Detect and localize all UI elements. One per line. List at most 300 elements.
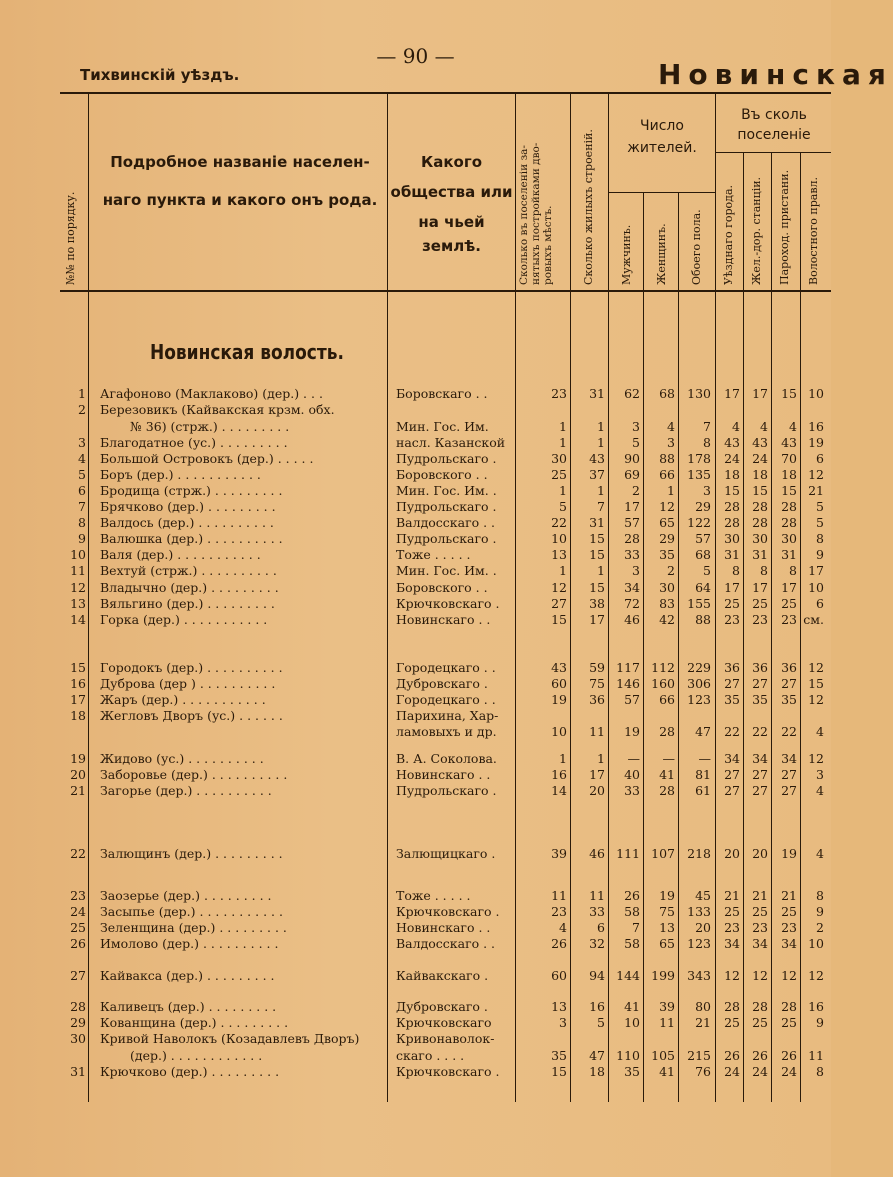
cell-value: 34 bbox=[624, 580, 640, 595]
cell-value: 25 bbox=[752, 1015, 768, 1030]
cell-value: 25 bbox=[724, 596, 740, 611]
cell-value: 25 bbox=[752, 904, 768, 919]
cell-value: 31 bbox=[781, 547, 797, 562]
cell-value: 15 bbox=[781, 386, 797, 401]
cell-value: 38 bbox=[589, 596, 605, 611]
cell-value: 25 bbox=[781, 1015, 797, 1030]
cell-value: 41 bbox=[659, 1064, 675, 1079]
cell-value: 218 bbox=[687, 846, 711, 861]
cell-value: 34 bbox=[724, 751, 740, 766]
cell-value: 57 bbox=[695, 531, 711, 546]
cell-value: 26 bbox=[752, 1048, 768, 1063]
cell-value: 31 bbox=[724, 547, 740, 562]
cell-value: 11 bbox=[659, 1015, 675, 1030]
society-name: Боровского . . bbox=[396, 467, 488, 482]
cell-value: 26 bbox=[624, 888, 640, 903]
cell-value: 1 bbox=[597, 563, 605, 578]
cell-value: 23 bbox=[752, 612, 768, 627]
cell-value: 4 bbox=[559, 920, 567, 935]
header-society: Какого общества или на чьей землѣ. bbox=[390, 153, 513, 255]
cell-value: 19 bbox=[781, 846, 797, 861]
row-number: 6 bbox=[78, 483, 86, 498]
cell-value: 88 bbox=[695, 612, 711, 627]
settlement-name: Крючково (дер.) . . . . . . . . . bbox=[100, 1064, 280, 1079]
cell-value: 20 bbox=[752, 846, 768, 861]
cell-value: 17 bbox=[808, 563, 824, 578]
cell-value: 30 bbox=[551, 451, 567, 466]
cell-value: 155 bbox=[687, 596, 711, 611]
cell-value: 8 bbox=[816, 1064, 824, 1079]
settlement-name: Залющинъ (дер.) . . . . . . . . . bbox=[100, 846, 283, 861]
section-title: Новинская волость. bbox=[150, 340, 344, 364]
society-name: Тоже . . . . . bbox=[396, 547, 471, 562]
cell-value: 3 bbox=[667, 435, 675, 450]
settlement-name: Брячково (дер.) . . . . . . . . . bbox=[100, 499, 276, 514]
cell-value: 7 bbox=[632, 920, 640, 935]
cell-value: 1 bbox=[559, 563, 567, 578]
cell-value: 28 bbox=[752, 499, 768, 514]
row-number: 2 bbox=[78, 402, 86, 417]
settlement-name: Вехтуй (стрж.) . . . . . . . . . . bbox=[100, 563, 277, 578]
cell-value: 25 bbox=[724, 1015, 740, 1030]
settlement-name: Жидово (ус.) . . . . . . . . . . bbox=[100, 751, 264, 766]
cell-value: 17 bbox=[724, 386, 740, 401]
settlement-name: Городокъ (дер.) . . . . . . . . . . bbox=[100, 660, 283, 675]
row-number: 18 bbox=[70, 708, 86, 723]
header-residents: Число жителей. bbox=[627, 118, 697, 157]
cell-value: 83 bbox=[659, 596, 675, 611]
cell-value: 17 bbox=[624, 499, 640, 514]
header-both: Обоего пола. bbox=[690, 209, 703, 285]
cell-value: 28 bbox=[624, 531, 640, 546]
col-rule bbox=[743, 152, 744, 1102]
col-rule bbox=[515, 92, 516, 1102]
society-name: Мин. Гос. Им. . bbox=[396, 563, 497, 578]
cell-value: 37 bbox=[589, 467, 605, 482]
cell-value: 9 bbox=[816, 547, 824, 562]
cell-value: 117 bbox=[616, 660, 640, 675]
society-name: Дубровскаго . bbox=[396, 999, 488, 1014]
cell-value: 57 bbox=[624, 692, 640, 707]
society-name: Пудрольскаго . bbox=[396, 783, 497, 798]
cell-value: 43 bbox=[781, 435, 797, 450]
cell-value: 1 bbox=[597, 419, 605, 434]
cell-value: 60 bbox=[551, 676, 567, 691]
cell-value: 17 bbox=[752, 386, 768, 401]
row-number: 8 bbox=[78, 515, 86, 530]
society-name: Кривонаволок- bbox=[396, 1031, 495, 1046]
distance-subrule bbox=[715, 152, 831, 153]
cell-value: 22 bbox=[724, 724, 740, 739]
row-number: 17 bbox=[70, 692, 86, 707]
cell-value: 75 bbox=[589, 676, 605, 691]
cell-value: 47 bbox=[695, 724, 711, 739]
cell-value: 27 bbox=[724, 767, 740, 782]
settlement-name: № 36) (стрж.) . . . . . . . . . bbox=[130, 419, 290, 434]
society-name: Городецкаго . . bbox=[396, 692, 496, 707]
cell-value: см. bbox=[803, 612, 824, 627]
settlement-name: Заборовье (дер.) . . . . . . . . . . bbox=[100, 767, 288, 782]
settlement-name: Кованщина (дер.) . . . . . . . . . bbox=[100, 1015, 289, 1030]
page-number: — 90 — bbox=[376, 44, 455, 68]
settlement-name: Кайвакса (дер.) . . . . . . . . . bbox=[100, 968, 275, 983]
cell-value: 2 bbox=[667, 563, 675, 578]
cell-value: 27 bbox=[752, 767, 768, 782]
cell-value: 80 bbox=[695, 999, 711, 1014]
row-number: 13 bbox=[70, 596, 86, 611]
cell-value: 6 bbox=[816, 596, 824, 611]
cell-value: 35 bbox=[724, 692, 740, 707]
cell-value: 35 bbox=[551, 1048, 567, 1063]
cell-value: 17 bbox=[589, 612, 605, 627]
cell-value: 32 bbox=[589, 936, 605, 951]
header-houses: Сколько жилыхъ строеній. bbox=[582, 129, 595, 285]
cell-value: 4 bbox=[760, 419, 768, 434]
cell-value: 15 bbox=[589, 531, 605, 546]
cell-value: 8 bbox=[703, 435, 711, 450]
cell-value: 88 bbox=[659, 451, 675, 466]
cell-value: 45 bbox=[695, 888, 711, 903]
row-number: 19 bbox=[70, 751, 86, 766]
cell-value: 34 bbox=[752, 751, 768, 766]
cell-value: 27 bbox=[752, 783, 768, 798]
cell-value: 27 bbox=[781, 767, 797, 782]
society-name: Городецкаго . . bbox=[396, 660, 496, 675]
cell-value: 12 bbox=[808, 692, 824, 707]
settlement-name: Большой Островокъ (дер.) . . . . . bbox=[100, 451, 314, 466]
cell-value: 10 bbox=[551, 531, 567, 546]
cell-value: 10 bbox=[808, 386, 824, 401]
cell-value: 36 bbox=[752, 660, 768, 675]
county-title: Тихвинскій уѣздъ. bbox=[80, 66, 240, 84]
cell-value: 15 bbox=[724, 483, 740, 498]
society-name: Тоже . . . . . bbox=[396, 888, 471, 903]
cell-value: 30 bbox=[724, 531, 740, 546]
cell-value: 215 bbox=[687, 1048, 711, 1063]
cell-value: 41 bbox=[659, 767, 675, 782]
cell-value: 146 bbox=[616, 676, 640, 691]
cell-value: 123 bbox=[687, 692, 711, 707]
cell-value: 27 bbox=[724, 676, 740, 691]
cell-value: 90 bbox=[624, 451, 640, 466]
society-name: Новинскаго . . bbox=[396, 612, 491, 627]
cell-value: 1 bbox=[559, 483, 567, 498]
row-number: 1 bbox=[78, 386, 86, 401]
cell-value: 75 bbox=[659, 904, 675, 919]
society-name: Залющицкаго . bbox=[396, 846, 496, 861]
row-number: 24 bbox=[70, 904, 86, 919]
cell-value: 36 bbox=[724, 660, 740, 675]
cell-value: 46 bbox=[624, 612, 640, 627]
col-rule bbox=[643, 192, 644, 1102]
cell-value: 306 bbox=[687, 676, 711, 691]
cell-value: 23 bbox=[752, 920, 768, 935]
cell-value: 15 bbox=[551, 612, 567, 627]
cell-value: 65 bbox=[659, 515, 675, 530]
cell-value: 21 bbox=[808, 483, 824, 498]
cell-value: 59 bbox=[589, 660, 605, 675]
cell-value: 39 bbox=[551, 846, 567, 861]
cell-value: 31 bbox=[589, 515, 605, 530]
cell-value: 58 bbox=[624, 936, 640, 951]
society-name: Новинскаго . . bbox=[396, 767, 491, 782]
cell-value: 15 bbox=[589, 547, 605, 562]
cell-value: 47 bbox=[589, 1048, 605, 1063]
row-number: 3 bbox=[78, 435, 86, 450]
cell-value: 28 bbox=[724, 515, 740, 530]
cell-value: 105 bbox=[651, 1048, 675, 1063]
cell-value: 23 bbox=[781, 920, 797, 935]
col-rule bbox=[387, 92, 388, 1102]
cell-value: 17 bbox=[781, 580, 797, 595]
cell-value: 25 bbox=[781, 596, 797, 611]
settlement-name: Боръ (дер.) . . . . . . . . . . . bbox=[100, 467, 261, 482]
cell-value: 27 bbox=[724, 783, 740, 798]
cell-value: 343 bbox=[687, 968, 711, 983]
cell-value: 29 bbox=[695, 499, 711, 514]
cell-value: 24 bbox=[781, 1064, 797, 1079]
society-name: Пудрольскаго . bbox=[396, 531, 497, 546]
cell-value: 20 bbox=[589, 783, 605, 798]
cell-value: 18 bbox=[752, 467, 768, 482]
row-number: 4 bbox=[78, 451, 86, 466]
cell-value: 111 bbox=[616, 846, 640, 861]
cell-value: 15 bbox=[752, 483, 768, 498]
cell-value: 1 bbox=[559, 419, 567, 434]
cell-value: 7 bbox=[597, 499, 605, 514]
cell-value: 3 bbox=[632, 419, 640, 434]
cell-value: 13 bbox=[551, 547, 567, 562]
cell-value: 3 bbox=[816, 767, 824, 782]
row-number: 21 bbox=[70, 783, 86, 798]
row-number: 5 bbox=[78, 467, 86, 482]
cell-value: 27 bbox=[781, 676, 797, 691]
cell-value: 43 bbox=[752, 435, 768, 450]
cell-value: 15 bbox=[808, 676, 824, 691]
residents-subrule bbox=[608, 192, 715, 193]
settlement-name: Горка (дер.) . . . . . . . . . . . bbox=[100, 612, 268, 627]
row-number: 26 bbox=[70, 936, 86, 951]
cell-value: 27 bbox=[752, 676, 768, 691]
cell-value: — bbox=[698, 751, 711, 766]
cell-value: 43 bbox=[589, 451, 605, 466]
cell-value: 76 bbox=[695, 1064, 711, 1079]
cell-value: 8 bbox=[816, 531, 824, 546]
cell-value: 30 bbox=[659, 580, 675, 595]
row-number: 14 bbox=[70, 612, 86, 627]
cell-value: 7 bbox=[703, 419, 711, 434]
cell-value: 122 bbox=[687, 515, 711, 530]
cell-value: 123 bbox=[687, 936, 711, 951]
cell-value: 8 bbox=[789, 563, 797, 578]
cell-value: 110 bbox=[616, 1048, 640, 1063]
cell-value: 2 bbox=[632, 483, 640, 498]
settlement-name: Дуброва (дер ) . . . . . . . . . . bbox=[100, 676, 276, 691]
cell-value: 112 bbox=[651, 660, 675, 675]
cell-value: 33 bbox=[589, 904, 605, 919]
cell-value: 17 bbox=[589, 767, 605, 782]
header-dist-volost: Волостного правл. bbox=[807, 176, 820, 285]
cell-value: 34 bbox=[781, 751, 797, 766]
cell-value: 8 bbox=[816, 888, 824, 903]
cell-value: 35 bbox=[781, 692, 797, 707]
row-number: 29 bbox=[70, 1015, 86, 1030]
cell-value: 5 bbox=[816, 499, 824, 514]
cell-value: 33 bbox=[624, 547, 640, 562]
cell-value: 5 bbox=[816, 515, 824, 530]
cell-value: 16 bbox=[808, 999, 824, 1014]
settlement-name: Вяльгино (дер.) . . . . . . . . . bbox=[100, 596, 275, 611]
society-name: Дубровскаго . bbox=[396, 676, 488, 691]
cell-value: 16 bbox=[808, 419, 824, 434]
volost-title: Новинская bbox=[658, 58, 893, 91]
cell-value: 21 bbox=[781, 888, 797, 903]
cell-value: 12 bbox=[781, 968, 797, 983]
cell-value: 69 bbox=[624, 467, 640, 482]
cell-value: 27 bbox=[781, 783, 797, 798]
row-number: 22 bbox=[70, 846, 86, 861]
cell-value: 24 bbox=[724, 1064, 740, 1079]
cell-value: 25 bbox=[551, 467, 567, 482]
cell-value: 12 bbox=[808, 660, 824, 675]
cell-value: — bbox=[627, 751, 640, 766]
cell-value: 28 bbox=[659, 724, 675, 739]
cell-value: 42 bbox=[659, 612, 675, 627]
society-name: насл. Казанской bbox=[396, 435, 506, 450]
settlement-name: Каливецъ (дер.) . . . . . . . . . bbox=[100, 999, 277, 1014]
settlement-name: Березовикъ (Кайвакская крзм. обх. bbox=[100, 402, 335, 417]
cell-value: 135 bbox=[687, 467, 711, 482]
cell-value: — bbox=[662, 751, 675, 766]
cell-value: 17 bbox=[752, 580, 768, 595]
cell-value: 23 bbox=[551, 904, 567, 919]
settlement-name: (дер.) . . . . . . . . . . . . bbox=[130, 1048, 263, 1063]
cell-value: 199 bbox=[651, 968, 675, 983]
cell-value: 16 bbox=[589, 999, 605, 1014]
cell-value: 28 bbox=[724, 999, 740, 1014]
cell-value: 21 bbox=[724, 888, 740, 903]
cell-value: 144 bbox=[616, 968, 640, 983]
row-number: 7 bbox=[78, 499, 86, 514]
cell-value: 1 bbox=[559, 751, 567, 766]
society-name: Валдосскаго . . bbox=[396, 936, 496, 951]
cell-value: 35 bbox=[624, 1064, 640, 1079]
cell-value: 40 bbox=[624, 767, 640, 782]
cell-value: 28 bbox=[752, 999, 768, 1014]
society-name: Крючковскаго . bbox=[396, 596, 500, 611]
cell-value: 28 bbox=[781, 499, 797, 514]
cell-value: 17 bbox=[724, 580, 740, 595]
cell-value: 12 bbox=[551, 580, 567, 595]
society-name: Мин. Гос. Им. . bbox=[396, 483, 497, 498]
cell-value: 18 bbox=[781, 467, 797, 482]
col-rule bbox=[800, 152, 801, 1102]
row-number: 15 bbox=[70, 660, 86, 675]
cell-value: 2 bbox=[816, 920, 824, 935]
cell-value: 178 bbox=[687, 451, 711, 466]
cell-value: 12 bbox=[808, 968, 824, 983]
header-dist-rail: Жел.-дор. станціи. bbox=[750, 176, 763, 285]
cell-value: 28 bbox=[781, 515, 797, 530]
cell-value: 81 bbox=[695, 767, 711, 782]
cell-value: 14 bbox=[551, 783, 567, 798]
cell-value: 30 bbox=[752, 531, 768, 546]
header-men: Мужчинъ. bbox=[620, 224, 633, 285]
header-yards: Сколько въ поселеніи за- нятыхъ постройками дво- ровыхъ мѣстъ. bbox=[518, 142, 554, 285]
settlement-name: Засыпье (дер.) . . . . . . . . . . . bbox=[100, 904, 283, 919]
cell-value: 8 bbox=[760, 563, 768, 578]
cell-value: 43 bbox=[551, 660, 567, 675]
cell-value: 28 bbox=[659, 783, 675, 798]
cell-value: 46 bbox=[589, 846, 605, 861]
cell-value: 19 bbox=[808, 435, 824, 450]
settlement-name: Зеленщина (дер.) . . . . . . . . . bbox=[100, 920, 287, 935]
cell-value: 43 bbox=[724, 435, 740, 450]
cell-value: 11 bbox=[551, 888, 567, 903]
cell-value: 3 bbox=[632, 563, 640, 578]
cell-value: 26 bbox=[724, 1048, 740, 1063]
cell-value: 15 bbox=[589, 580, 605, 595]
cell-value: 4 bbox=[816, 846, 824, 861]
cell-value: 24 bbox=[724, 451, 740, 466]
cell-value: 21 bbox=[695, 1015, 711, 1030]
row-number: 12 bbox=[70, 580, 86, 595]
cell-value: 15 bbox=[551, 1064, 567, 1079]
cell-value: 19 bbox=[659, 888, 675, 903]
cell-value: 5 bbox=[559, 499, 567, 514]
society-name: Пудрольскаго . bbox=[396, 499, 497, 514]
cell-value: 16 bbox=[551, 767, 567, 782]
settlement-name: Загорье (дер.) . . . . . . . . . . bbox=[100, 783, 272, 798]
settlement-name: Владычно (дер.) . . . . . . . . . bbox=[100, 580, 279, 595]
cell-value: 1 bbox=[597, 483, 605, 498]
cell-value: 62 bbox=[624, 386, 640, 401]
header-distance: Въ сколь поселеніе bbox=[737, 107, 811, 143]
cell-value: 26 bbox=[781, 1048, 797, 1063]
cell-value: 12 bbox=[808, 751, 824, 766]
cell-value: 30 bbox=[781, 531, 797, 546]
cell-value: 19 bbox=[551, 692, 567, 707]
cell-value: 5 bbox=[597, 1015, 605, 1030]
society-name: ламовыхъ и др. bbox=[396, 724, 497, 739]
cell-value: 11 bbox=[589, 888, 605, 903]
header-dist-town: Уѣзднаго города. bbox=[722, 184, 735, 285]
society-name: Парихина, Хар- bbox=[396, 708, 499, 723]
settlement-name: Валюшка (дер.) . . . . . . . . . . bbox=[100, 531, 283, 546]
cell-value: 12 bbox=[724, 968, 740, 983]
settlement-name: Агафоново (Маклаково) (дер.) . . . bbox=[100, 386, 323, 401]
row-number: 25 bbox=[70, 920, 86, 935]
cell-value: 13 bbox=[659, 920, 675, 935]
settlement-name: Жегловъ Дворъ (ус.) . . . . . . bbox=[100, 708, 283, 723]
settlement-name: Кривой Наволокъ (Козадавлевъ Дворъ) bbox=[100, 1031, 360, 1046]
cell-value: 94 bbox=[589, 968, 605, 983]
row-number: 27 bbox=[70, 968, 86, 983]
cell-value: 28 bbox=[781, 999, 797, 1014]
cell-value: 1 bbox=[667, 483, 675, 498]
cell-value: 15 bbox=[781, 483, 797, 498]
cell-value: 31 bbox=[589, 386, 605, 401]
row-number: 16 bbox=[70, 676, 86, 691]
cell-value: 23 bbox=[781, 612, 797, 627]
cell-value: 61 bbox=[695, 783, 711, 798]
cell-value: 13 bbox=[551, 999, 567, 1014]
row-number: 9 bbox=[78, 531, 86, 546]
society-name: Боровскаго . . bbox=[396, 386, 488, 401]
cell-value: 27 bbox=[551, 596, 567, 611]
cell-value: 3 bbox=[559, 1015, 567, 1030]
cell-value: 34 bbox=[781, 936, 797, 951]
